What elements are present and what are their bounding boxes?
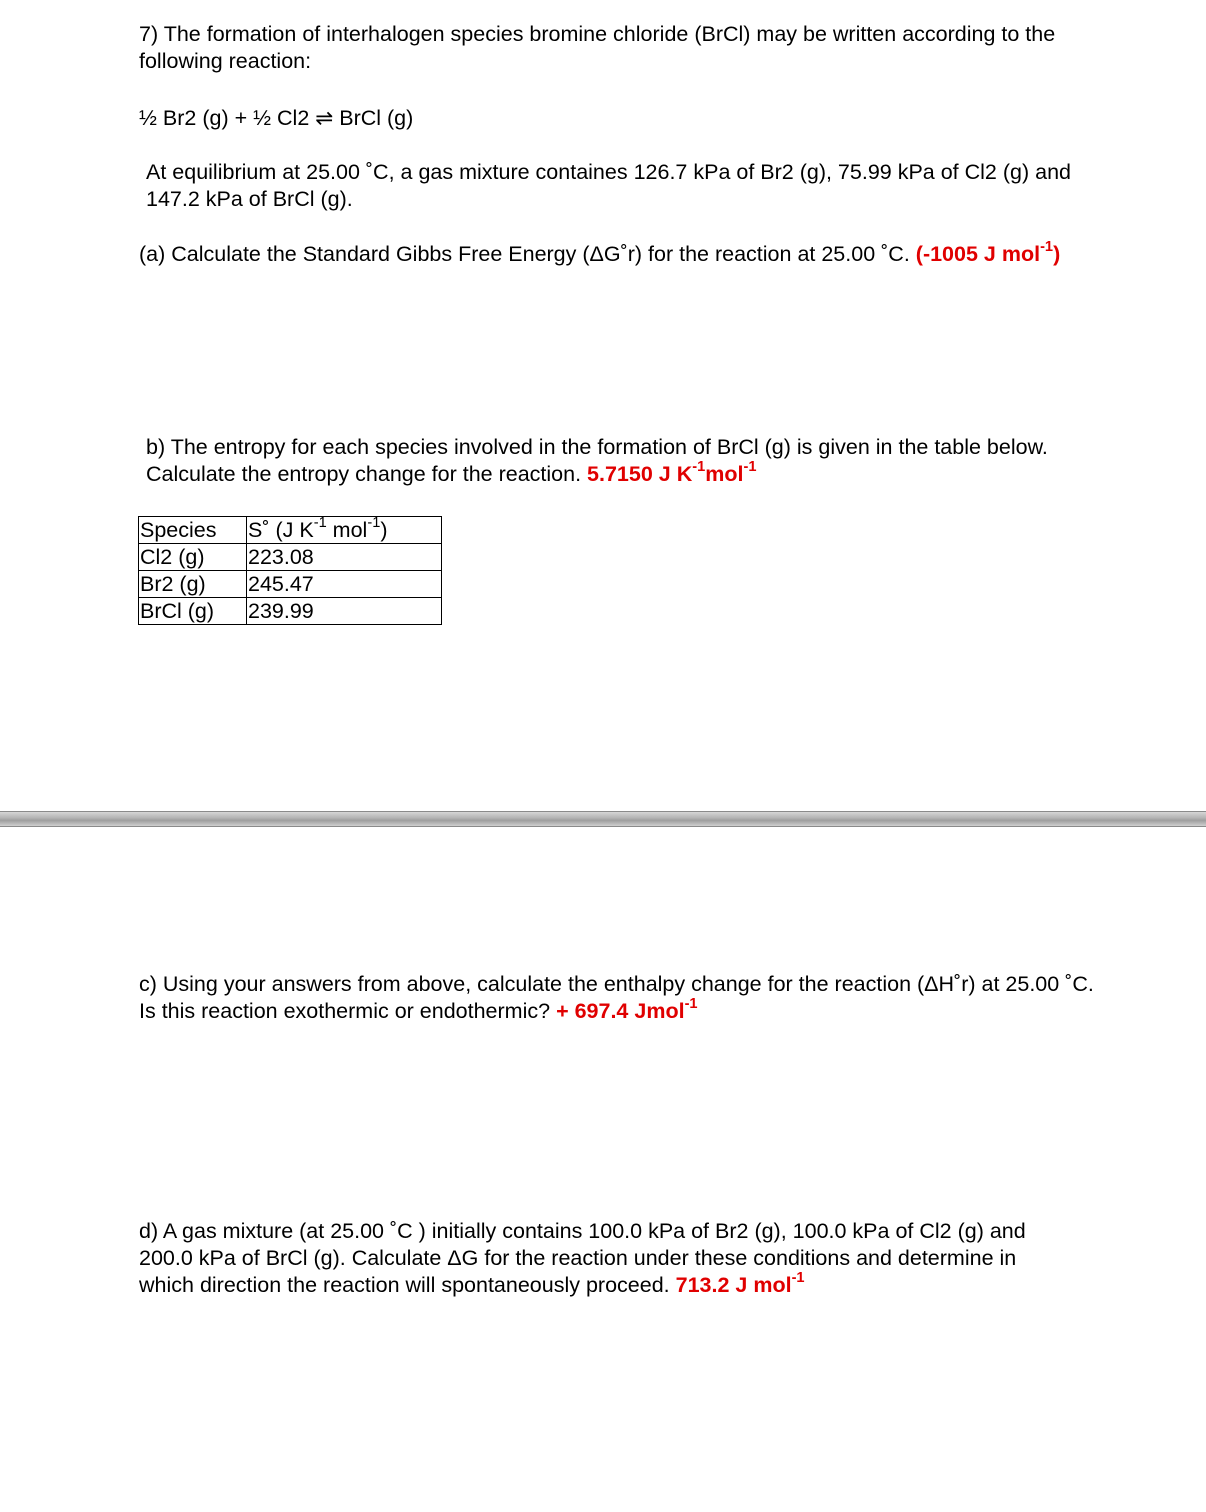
table-header-row (139, 517, 442, 544)
part-a (139, 238, 1099, 268)
part-a-question: (a) Calculate the Standard Gibbs Free Energy (ΔG˚r) for the reaction at 25.00 ˚C. (139, 242, 910, 266)
part-c-answer: + 697.4 Jmol$^{-1}$ (556, 995, 698, 1023)
table-row (139, 571, 442, 598)
equilibrium-statement: At equilibrium at 25.00 ˚C, a gas mixture containes 126.7 kPa of Br2 (g), 75.99 kPa of Cl2 (g) and 147.2 kPa of BrCl (g). (146, 160, 1071, 211)
part-b-question: b) The entropy for each species involved in the formation of BrCl (g) is given in the table below. Calculate the entropy change for the reaction. (146, 435, 1048, 486)
table-cell-entropy: 239.99 (247, 598, 442, 625)
table-cell-species: Cl2 (g) (139, 544, 247, 571)
table-row (139, 544, 442, 571)
entropy-table (138, 516, 442, 625)
question-intro: 7) The formation of interhalogen species bromine chloride (BrCl) may be written according to the following reaction: (139, 22, 1056, 73)
part-c-question: c) Using your answers from above, calculate the enthalpy change for the reaction (ΔH˚r) at 25.00 ˚C. Is this reaction exothermic or endothermic? (139, 972, 1094, 1023)
part-d-answer: 713.2 J mol$^{-1}$ (675, 1269, 805, 1297)
part-d-question: d) A gas mixture (at 25.00 ˚C ) initially contains 100.0 kPa of Br2 (g), 100.0 kPa of Cl2 (g) and 200.0 kPa of BrCl (g). Calculate ΔG for the reaction under these conditions and determine in which direction the reaction will spontaneously proceed. (139, 1219, 1026, 1297)
part-b-answer: 5.7150 J $K^{-1}mol^{-1}$ (587, 458, 757, 486)
part-c (139, 971, 1099, 1025)
table-cell-species: BrCl (g) (139, 598, 247, 625)
part-a-answer: (-1005 J mol$^{-1}$) (915, 238, 1061, 266)
table-cell-entropy: 223.08 (247, 544, 442, 571)
table-cell-entropy: 245.47 (247, 571, 442, 598)
page-separator (0, 811, 1206, 827)
table-cell-species: Br2 (g) (139, 571, 247, 598)
reaction-equation: ½ Br2 (g) + ½ Cl2 ⇌ BrCl (g) (139, 106, 414, 130)
table-header-cell: S˚ (J $K^{-1}$ mol$^{-1}$) (247, 517, 442, 544)
part-d (139, 1218, 1074, 1299)
table-row (139, 598, 442, 625)
part-b (146, 434, 1106, 488)
table-header-cell: Species (139, 517, 247, 544)
